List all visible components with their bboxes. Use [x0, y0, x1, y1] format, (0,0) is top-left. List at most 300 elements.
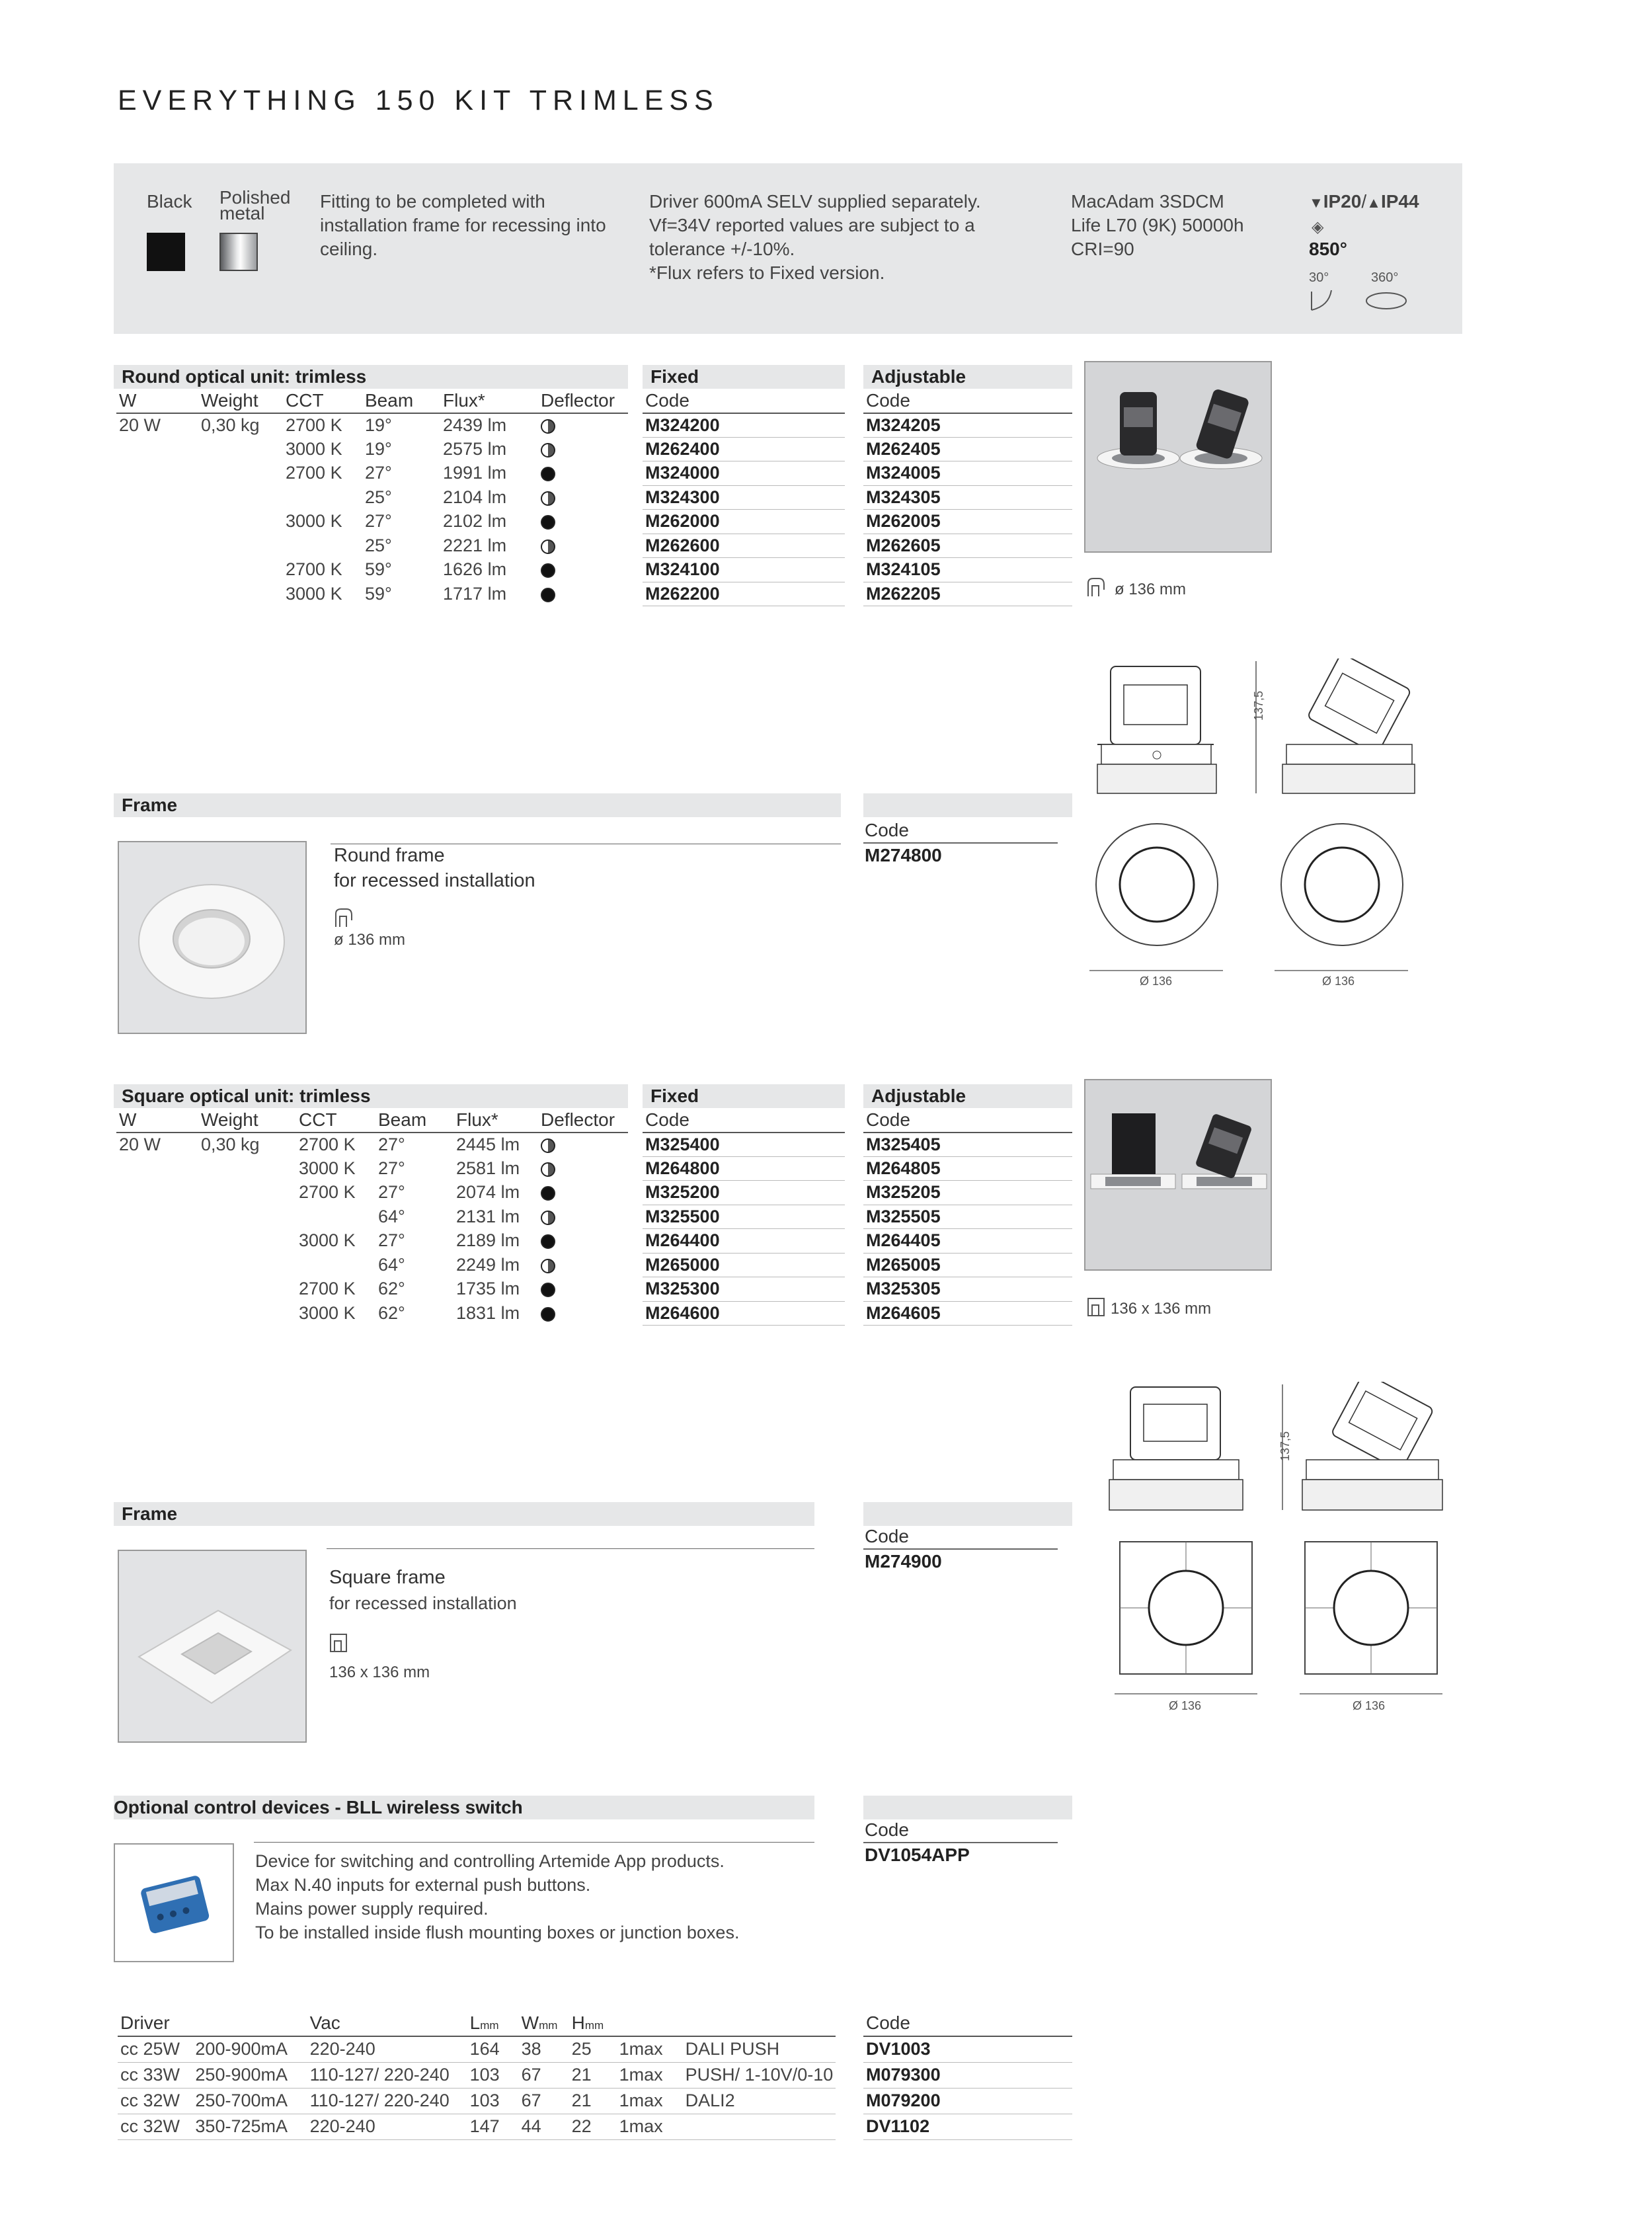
square-frame-code-band [863, 1502, 1072, 1526]
cell-flux: 2249 lm [456, 1254, 520, 1275]
round-adjustable-drawing [1276, 658, 1428, 797]
square-spec-row [116, 1229, 628, 1254]
round-spec-header [116, 389, 628, 413]
life-text: Life L70 (9K) 50000h [1071, 215, 1244, 235]
col-deflector: Deflector [538, 389, 628, 413]
fixed-code: M262000 [643, 510, 845, 534]
driver-col-w [519, 2010, 569, 2036]
cell-w [116, 1205, 198, 1229]
fixed-code: M262200 [643, 582, 845, 606]
adjustable-code: M325505 [863, 1205, 1072, 1229]
round-section-heading: Round optical unit: trimless [114, 365, 628, 389]
adjustable-code: M324305 [863, 485, 1072, 510]
cell-cct: 3000 K [286, 511, 342, 532]
control-code-label: Code [865, 1819, 909, 1840]
control-code-band [863, 1796, 1072, 1819]
cell-flux: 2439 lm [443, 415, 507, 435]
cell-weight: 0,30 kg [201, 415, 260, 435]
adjustable-code: M325405 [863, 1133, 1072, 1157]
control-line-3: Mains power supply required. [255, 1899, 489, 1919]
driver-ctrl: DALI2 [683, 2088, 836, 2114]
adjustable-code: M324105 [863, 558, 1072, 582]
cell-weight [198, 437, 283, 461]
cell-cct: 2700 K [286, 415, 342, 435]
round-fixed-code-row [643, 461, 845, 486]
square-fixed-code-row [643, 1181, 845, 1205]
driver-code-row [863, 2088, 1072, 2114]
cell-beam: 25° [365, 487, 392, 507]
round-fixed-code-row [643, 558, 845, 582]
cell-beam: 64° [378, 1254, 405, 1275]
cell-cct: 2700 K [286, 463, 342, 483]
driver-code: DV1003 [863, 2036, 1072, 2062]
square-frame-dim-a: Ø 136 [1169, 1699, 1202, 1712]
square-spec-row [116, 1156, 628, 1181]
adjustable-code: M264405 [863, 1229, 1072, 1254]
round-frame-dim-a: Ø 136 [1140, 975, 1173, 988]
deflector-full-icon [541, 588, 555, 602]
driver-l-unit: mm [480, 2018, 499, 2032]
cell-beam: 62° [378, 1302, 405, 1323]
driver-col-driver: Driver [118, 2010, 307, 2036]
square-fixed-code-row [643, 1301, 845, 1326]
col-beam: Beam [362, 389, 440, 413]
round-adj-code-row [863, 534, 1072, 558]
round-spec-table [116, 389, 628, 606]
square-spec-table [116, 1108, 628, 1326]
round-cutout-icon [1085, 577, 1105, 599]
fixed-code: M324200 [643, 413, 845, 438]
cell-deflector [538, 1133, 628, 1157]
cell-deflector [538, 413, 628, 438]
round-frame-desc: for recessed installation [334, 870, 535, 891]
cell-weight [198, 534, 283, 558]
round-spec-row [116, 437, 628, 461]
square-adj-code-row [863, 1205, 1072, 1229]
cell-beam: 27° [378, 1182, 405, 1203]
driver-max: 1max [617, 2062, 683, 2088]
cell-beam: 64° [378, 1206, 405, 1226]
tilt-label: 30° [1309, 270, 1329, 285]
fixed-code: M324100 [643, 558, 845, 582]
round-spec-row [116, 582, 628, 606]
round-frame-illustration [119, 842, 305, 1033]
cell-flux: 2445 lm [456, 1134, 520, 1154]
driver-h: 22 [569, 2114, 617, 2139]
driver-h: 21 [569, 2062, 617, 2088]
fixed-code: M325500 [643, 1205, 845, 1229]
square-adj-code-row [863, 1229, 1072, 1254]
cell-w [116, 1277, 198, 1302]
cri-text: CRI=90 [1071, 239, 1134, 259]
cell-w [116, 461, 198, 486]
cell-beam: 25° [365, 535, 392, 555]
finish-polished-label: Polished metal [219, 187, 291, 223]
control-line-2: Max N.40 inputs for external push buttons. [255, 1875, 591, 1895]
deflector-half-icon [541, 1259, 555, 1273]
driver-max: 1max [617, 2036, 683, 2062]
square-frame-code-label: Code [865, 1526, 909, 1546]
finish-black-label: Black [147, 191, 192, 212]
deflector-full-icon [541, 1283, 555, 1297]
driver-vac: 110-127/ 220-240 [307, 2062, 467, 2088]
col-cct: CCT [283, 389, 362, 413]
driver-current: 250-900mA [192, 2062, 307, 2088]
square-spec-row [116, 1301, 628, 1326]
round-fixed-code-row [643, 582, 845, 606]
driver-w: 44 [519, 2114, 569, 2139]
cell-w [116, 1253, 198, 1277]
cell-weight [198, 485, 283, 510]
driver-code-row [863, 2036, 1072, 2062]
col-flux: Flux* [440, 389, 538, 413]
cell-deflector [538, 1181, 628, 1205]
square-frame-cutout-icon [328, 1632, 348, 1654]
cell-w [116, 1229, 198, 1254]
driver-text-3: *Flux refers to Fixed version. [649, 262, 885, 283]
adjustable-code: M262005 [863, 510, 1072, 534]
square-spec-row [116, 1205, 628, 1229]
round-cutout-label: ø 136 mm [1115, 580, 1187, 598]
cell-flux: 2104 lm [443, 487, 507, 507]
square-frame-drawings [1111, 1538, 1454, 1706]
cell-deflector [538, 510, 628, 534]
ip-a: IP20 [1323, 191, 1362, 212]
control-line-4: To be installed inside flush mounting boxes or junction boxes. [255, 1923, 740, 1942]
cell-cct: 2700 K [299, 1134, 356, 1154]
control-device-photo [114, 1843, 234, 1962]
square-fixed-code-row [643, 1253, 845, 1277]
driver-code: M079200 [863, 2088, 1072, 2114]
round-fixed-code-row [643, 510, 845, 534]
rotate-icon [1363, 289, 1409, 313]
ip-b: IP44 [1380, 191, 1419, 212]
square-fixed-drawing [1104, 1382, 1256, 1514]
driver-row [118, 2036, 836, 2062]
round-spec-row [116, 510, 628, 534]
driver-h: 25 [569, 2036, 617, 2062]
round-adj-codes [863, 389, 1072, 606]
cell-cct [283, 485, 362, 510]
cell-weight: 0,30 kg [201, 1134, 260, 1154]
deflector-full-icon [541, 1186, 555, 1201]
cell-weight [198, 1253, 296, 1277]
driver-code: M079300 [863, 2062, 1072, 2088]
adjustable-code: M264805 [863, 1156, 1072, 1181]
black-swatch [147, 233, 185, 271]
rotate-label: 360° [1371, 270, 1399, 285]
square-fixed-code-row [643, 1156, 845, 1181]
round-frame-code-band [863, 793, 1072, 817]
square-frame-photo [118, 1550, 307, 1743]
square-fixed-code-label: Code [643, 1108, 845, 1133]
square-spec-row [116, 1133, 628, 1157]
square-frame-code: M274900 [865, 1551, 942, 1572]
cell-w [116, 558, 198, 582]
square-fixed-codes [643, 1108, 845, 1326]
adjustable-code: M325205 [863, 1181, 1072, 1205]
driver-code-row [863, 2062, 1072, 2088]
round-spec-row [116, 534, 628, 558]
round-height-label: 137,5 [1252, 690, 1265, 721]
cell-w [116, 1181, 198, 1205]
cell-deflector [538, 534, 628, 558]
info-bar [114, 163, 1462, 334]
cell-deflector [538, 461, 628, 486]
col-deflector: Deflector [538, 1108, 628, 1133]
cell-weight [198, 510, 283, 534]
control-rule [254, 1842, 814, 1843]
square-fixed-heading: Fixed [643, 1084, 845, 1108]
square-height-label: 137,5 [1278, 1431, 1292, 1461]
square-adj-code-row [863, 1301, 1072, 1326]
round-fixed-code-label: Code [643, 389, 845, 413]
driver-l-letter: L [469, 2012, 481, 2033]
square-fixed-code-row [643, 1205, 845, 1229]
square-adjustable-heading: Adjustable [863, 1084, 1072, 1108]
fixed-code: M264400 [643, 1229, 845, 1254]
square-adj-code-label: Code [863, 1108, 1072, 1133]
square-frame-desc: for recessed installation [329, 1593, 517, 1613]
cell-deflector [538, 582, 628, 606]
cell-cct: 3000 K [299, 1230, 356, 1251]
cell-deflector [538, 1205, 628, 1229]
col-weight: Weight [198, 389, 283, 413]
round-spec-row [116, 485, 628, 510]
cell-cct: 2700 K [299, 1182, 356, 1203]
cell-beam: 27° [378, 1134, 405, 1154]
round-frame-cutout-icon [333, 907, 353, 930]
square-adj-code-row [863, 1156, 1072, 1181]
round-frame-drawings [1084, 812, 1421, 990]
square-fixed-code-row [643, 1133, 845, 1157]
cell-w [116, 510, 198, 534]
round-frame-code: M274800 [865, 845, 942, 865]
square-spec-header [116, 1108, 628, 1133]
driver-col-vac: Vac [307, 2010, 467, 2036]
cell-flux: 2221 lm [443, 535, 507, 555]
driver-ctrl: DALI PUSH [683, 2036, 836, 2062]
round-adj-code-row [863, 437, 1072, 461]
cell-beam: 27° [365, 511, 392, 532]
cell-flux: 2131 lm [456, 1206, 520, 1226]
cell-flux: 1626 lm [443, 559, 507, 580]
square-frame-dim-b: Ø 136 [1353, 1699, 1386, 1712]
fixed-code: M325300 [643, 1277, 845, 1302]
cell-deflector [538, 1277, 628, 1302]
square-cutout-label: 136 x 136 mm [1111, 1300, 1212, 1318]
square-frame-heading: Frame [114, 1502, 814, 1526]
cell-flux: 2581 lm [456, 1158, 520, 1178]
cell-deflector [538, 437, 628, 461]
deflector-half-icon [541, 1162, 555, 1177]
cell-cct: 2700 K [286, 559, 342, 580]
round-fixed-code-row [643, 437, 845, 461]
cell-beam: 59° [365, 559, 392, 580]
col-flux: Flux* [453, 1108, 538, 1133]
cell-flux: 1831 lm [456, 1302, 520, 1323]
driver-code: DV1102 [863, 2114, 1072, 2139]
adjustable-code: M262405 [863, 437, 1072, 461]
round-adj-code-row [863, 413, 1072, 438]
round-adjustable-heading: Adjustable [863, 365, 1072, 389]
control-code: DV1054APP [865, 1845, 970, 1865]
round-adj-code-row [863, 582, 1072, 606]
ip-rating [1309, 190, 1419, 215]
cell-weight [198, 558, 283, 582]
round-spec-row [116, 558, 628, 582]
macadam-text: MacAdam 3SDCM [1071, 191, 1224, 212]
deflector-half-icon [541, 1211, 555, 1225]
driver-ctrl [683, 2114, 836, 2139]
round-fixed-code-row [643, 485, 845, 510]
cell-cct [296, 1253, 375, 1277]
fixed-code: M324300 [643, 485, 845, 510]
round-spec-row [116, 413, 628, 438]
cell-beam: 62° [378, 1279, 405, 1299]
deflector-half-icon [541, 1138, 555, 1153]
driver-h-letter: H [571, 2012, 585, 2033]
driver-w: 67 [519, 2088, 569, 2114]
round-fixed-codes [643, 389, 845, 606]
cell-beam: 19° [365, 438, 392, 459]
round-adj-code-row [863, 558, 1072, 582]
square-frame-code-rule [863, 1548, 1058, 1550]
round-frame-cutout: ø 136 mm [334, 931, 406, 949]
driver-ctrl: PUSH/ 1-10V/0-10 [683, 2062, 836, 2088]
adjustable-code: M325305 [863, 1277, 1072, 1302]
cell-beam: 19° [365, 415, 392, 435]
driver-current: 200-900mA [192, 2036, 307, 2062]
cell-w [116, 1156, 198, 1181]
cell-deflector [538, 1253, 628, 1277]
control-code-rule [863, 1842, 1058, 1843]
cell-cct [283, 534, 362, 558]
square-frame-illustration [119, 1551, 305, 1741]
cell-weight [198, 1301, 296, 1326]
cell-w: 20 W [119, 415, 161, 435]
color-code: 850° [1309, 239, 1347, 259]
square-adj-code-row [863, 1181, 1072, 1205]
cell-flux: 1991 lm [443, 463, 507, 483]
driver-w-unit: mm [539, 2018, 558, 2032]
col-w: W [116, 1108, 198, 1133]
round-frame-code-label: Code [865, 820, 909, 840]
led-diamond-icon: ◈ [1312, 218, 1324, 236]
driver-col-h [569, 2010, 617, 2036]
ip-separator: / [1361, 191, 1367, 212]
round-frame-dim-b: Ø 136 [1322, 975, 1355, 988]
cell-w [116, 437, 198, 461]
round-adj-code-row [863, 510, 1072, 534]
fixed-code: M324000 [643, 461, 845, 486]
deflector-full-icon [541, 467, 555, 481]
cell-cct: 3000 K [299, 1158, 356, 1178]
square-fixed-code-row [643, 1277, 845, 1302]
driver-w-letter: W [521, 2012, 539, 2033]
cell-deflector [538, 558, 628, 582]
driver-max: 1max [617, 2088, 683, 2114]
cell-weight [198, 1156, 296, 1181]
round-frame-photo [118, 841, 307, 1034]
cell-flux: 2189 lm [456, 1230, 520, 1251]
col-weight: Weight [198, 1108, 296, 1133]
cell-cct: 2700 K [299, 1279, 356, 1299]
driver-w: 67 [519, 2062, 569, 2088]
cell-w: 20 W [119, 1134, 161, 1154]
down-triangle-icon: ▼ [1309, 194, 1323, 211]
cell-w [116, 534, 198, 558]
fixed-code: M264600 [643, 1301, 845, 1326]
driver-power: cc 32W [118, 2114, 192, 2139]
col-w: W [116, 389, 198, 413]
cell-w [116, 582, 198, 606]
cell-weight [198, 1205, 296, 1229]
cell-flux: 2102 lm [443, 511, 507, 532]
driver-col-control [683, 2010, 836, 2036]
cell-beam: 27° [378, 1230, 405, 1251]
adjustable-code: M262205 [863, 582, 1072, 606]
square-spec-row [116, 1253, 628, 1277]
square-product-illustration [1085, 1080, 1271, 1269]
round-fixed-code-row [643, 534, 845, 558]
driver-row [118, 2114, 836, 2139]
driver-header [118, 2010, 836, 2036]
cell-weight [198, 582, 283, 606]
round-frame-heading: Frame [114, 793, 841, 817]
page-title: EVERYTHING 150 KIT TRIMLESS [118, 85, 719, 116]
square-frame-rule [327, 1548, 814, 1549]
driver-vac: 220-240 [307, 2114, 467, 2139]
up-triangle-icon: ▲ [1366, 194, 1381, 211]
cell-flux: 1735 lm [456, 1279, 520, 1299]
cell-deflector [538, 1156, 628, 1181]
round-frame-code-rule [863, 842, 1058, 844]
deflector-half-icon [541, 419, 555, 434]
fixed-code: M262600 [643, 534, 845, 558]
control-device-illustration [115, 1845, 233, 1961]
driver-l: 103 [467, 2062, 519, 2088]
driver-l: 147 [467, 2114, 519, 2139]
square-frame-cutout: 136 x 136 mm [329, 1663, 430, 1681]
square-cutout-icon [1085, 1296, 1105, 1318]
driver-col-l [467, 2010, 519, 2036]
fitting-text: Fitting to be completed with installation frame for recessing into ceiling. [320, 191, 606, 259]
cell-beam: 59° [365, 583, 392, 604]
driver-vac: 220-240 [307, 2036, 467, 2062]
driver-vac: 110-127/ 220-240 [307, 2088, 467, 2114]
driver-max: 1max [617, 2114, 683, 2139]
driver-code-row [863, 2114, 1072, 2139]
square-adjustable-drawing [1300, 1382, 1452, 1514]
adjustable-code: M262605 [863, 534, 1072, 558]
square-fixed-code-row [643, 1229, 845, 1254]
cell-weight [198, 1181, 296, 1205]
driver-row [118, 2088, 836, 2114]
adjustable-code: M324005 [863, 461, 1072, 486]
driver-col-max [617, 2010, 683, 2036]
square-product-photo [1084, 1079, 1272, 1271]
round-height-dimension [1247, 658, 1267, 797]
driver-power: cc 32W [118, 2088, 192, 2114]
cell-deflector [538, 1301, 628, 1326]
square-adj-codes [863, 1108, 1072, 1326]
square-section-heading: Square optical unit: trimless [114, 1084, 628, 1108]
fixed-code: M264800 [643, 1156, 845, 1181]
round-product-photo [1084, 361, 1272, 553]
driver-code-label: Code [863, 2010, 1072, 2036]
cell-beam: 27° [365, 463, 392, 483]
